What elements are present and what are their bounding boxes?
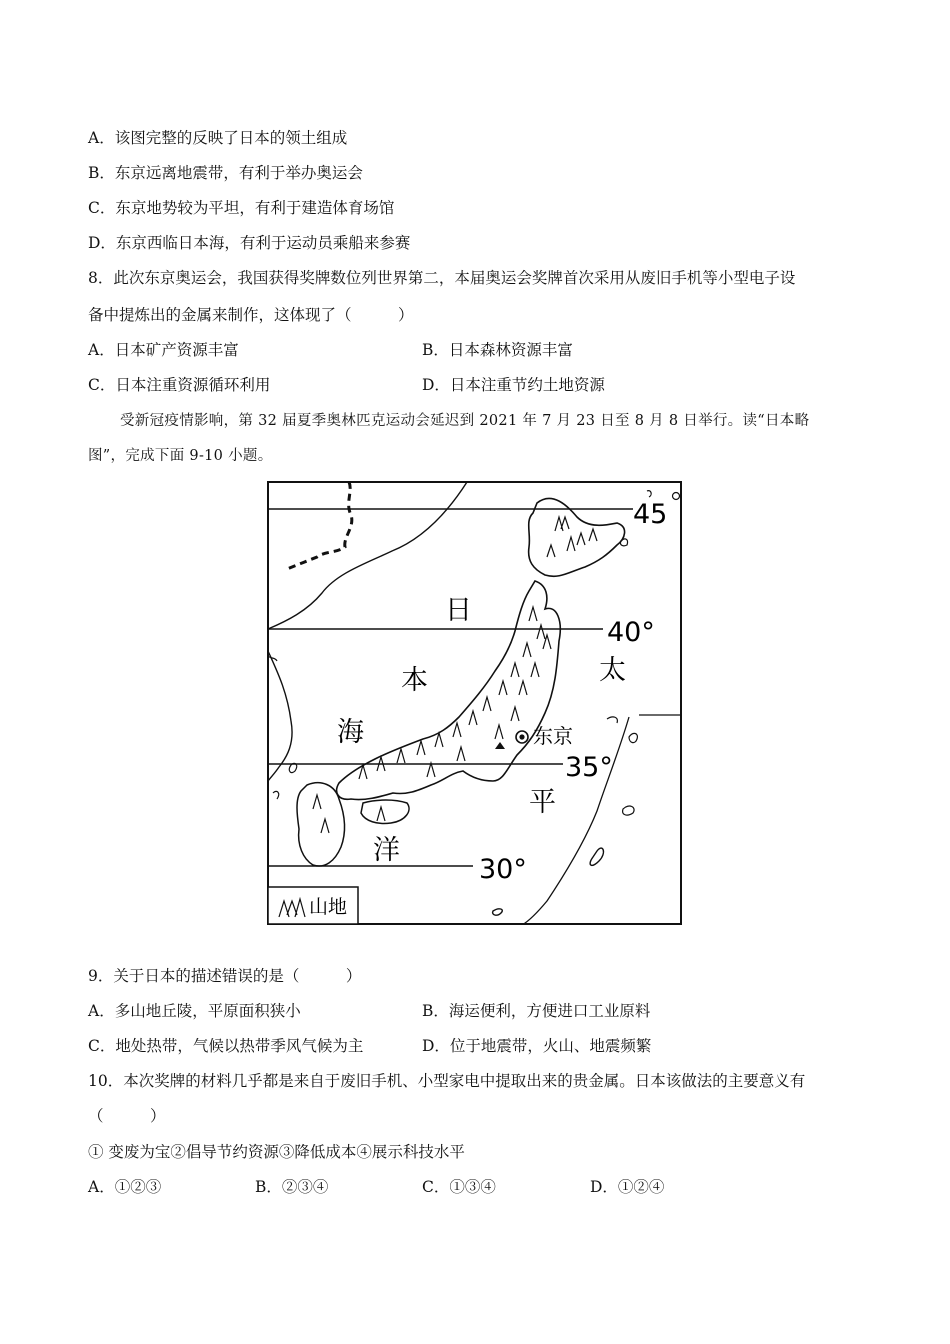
latitude-40-label: 40° <box>607 617 655 648</box>
latitude-45-label: 45 <box>633 499 668 530</box>
q8-stem-line1: 8．此次东京奥运会，我国获得奖牌数位列世界第二，本届奥运会奖牌首次采用从废旧手机等小型电子设 <box>88 269 796 287</box>
q10-stem-line1: 10．本次奖牌的材料几乎都是来自于废旧手机、小型家电中提取出来的贵金属。日本该做法的主要意义有 <box>88 1072 806 1090</box>
latitude-30-label: 30° <box>479 854 527 885</box>
intro-line1: 受新冠疫情影响，第 32 届夏季奥林匹克运动会延迟到 2021 年 7 月 23 日至 8 月 8 日举行。读“日本略 <box>120 413 810 429</box>
label-ocean-yang: 洋 <box>373 835 400 866</box>
kyushu <box>297 783 345 866</box>
q8-option-d: D．日本注重节约土地资源 <box>422 376 605 394</box>
q8-stem-line2: 备中提炼出的金属来制作，这体现了（ ） <box>88 306 414 324</box>
q9-stem: 9．关于日本的描述错误的是（ ） <box>88 967 362 985</box>
q9-option-d: D．位于地震带，火山、地震频繁 <box>422 1037 652 1055</box>
label-ocean-tai: 太 <box>599 655 626 686</box>
q7-option-b: B．东京远离地震带，有利于举办奥运会 <box>88 164 363 182</box>
legend-label: 山地 <box>309 896 348 918</box>
q10-stem-line2: （ ） <box>88 1107 166 1125</box>
q8-option-b: B．日本森林资源丰富 <box>422 341 573 359</box>
q9-option-a: A．多山地丘陵，平原面积狭小 <box>88 1002 301 1020</box>
q7-option-c: C．东京地势较为平坦，有利于建造体育场馆 <box>88 199 395 217</box>
tokyo-label: 东京 <box>533 724 573 748</box>
japan-map <box>267 481 682 925</box>
q10-option-c: C．①③④ <box>422 1178 496 1196</box>
q10-option-d: D．①②④ <box>590 1178 665 1196</box>
q10-statements: ① 变废为宝②倡导节约资源③降低成本④展示科技水平 <box>88 1143 465 1161</box>
intro-line2: 图”，完成下面 9-10 小题。 <box>88 448 273 464</box>
q9-option-c: C．地处热带，气候以热带季风气候为主 <box>88 1037 364 1055</box>
q8-option-c: C．日本注重资源循环利用 <box>88 376 271 394</box>
q10-option-b: B．②③④ <box>255 1178 329 1196</box>
label-sea-ri: 日 <box>445 595 472 626</box>
q9-option-b: B．海运便利，方便进口工业原料 <box>422 1002 651 1020</box>
latitude-35-label: 35° <box>565 752 613 783</box>
q7-option-a: A．该图完整的反映了日本的领土组成 <box>88 129 348 147</box>
label-sea-hai: 海 <box>337 717 364 748</box>
label-sea-ben: 本 <box>401 665 428 696</box>
q7-option-d: D．东京西临日本海，有利于运动员乘船来参赛 <box>88 234 411 252</box>
q10-option-a: A．①②③ <box>88 1178 162 1196</box>
label-ocean-ping: 平 <box>529 787 556 818</box>
q8-option-a: A．日本矿产资源丰富 <box>88 341 239 359</box>
